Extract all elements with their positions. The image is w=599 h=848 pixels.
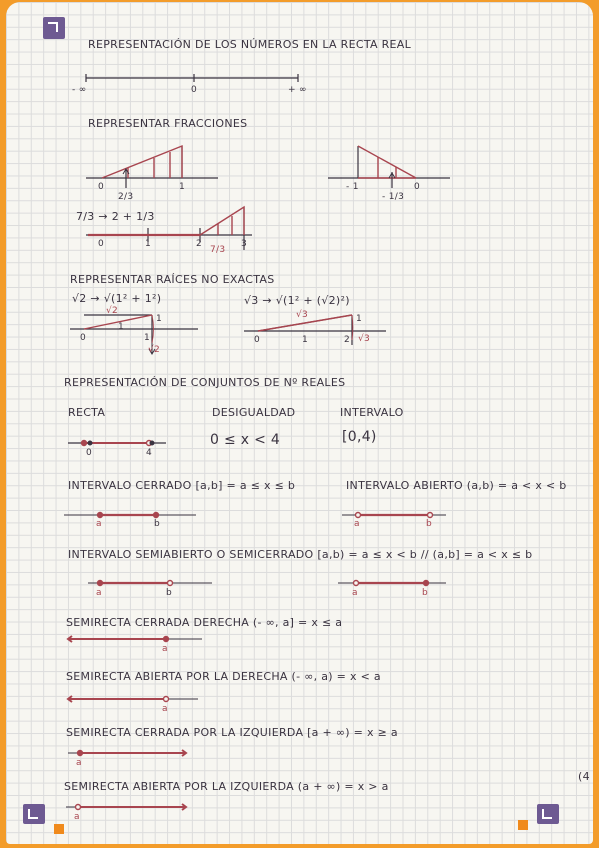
set-line-zero: 0 (86, 448, 93, 458)
fraction-right-zero-label: 0 (414, 182, 421, 192)
roots-heading: REPRESENTAR RAÍCES NO EXACTAS (70, 273, 275, 286)
fraction-minus-third-label: - 1/3 (382, 192, 405, 202)
root-three-tick-one: 1 (302, 335, 309, 345)
fraction-minus-one-label: - 1 (346, 182, 359, 192)
sets-heading: REPRESENTACIÓN DE CONJUNTOS DE Nº REALES (64, 376, 346, 389)
fractions-heading: REPRESENTAR FRACCIONES (88, 117, 248, 130)
fraction-triangle-third (200, 207, 244, 235)
fraction-third-one: 1 (145, 239, 152, 249)
set-line-four: 4 (146, 448, 153, 458)
column-recta: RECTA (68, 406, 106, 419)
root-three-diagonal: √3 (296, 310, 309, 320)
fraction-third-zero: 0 (98, 239, 105, 249)
fraction-one-label: 1 (179, 182, 186, 192)
ray-3-a: a (76, 758, 82, 768)
closed-b-label: b (154, 519, 161, 529)
root-three-vertical-one: 1 (356, 314, 363, 324)
root-two-formula: √2 → √(1² + 1²) (72, 292, 162, 305)
fraction-triangle-right (358, 146, 416, 178)
half-right-b: b (422, 588, 429, 598)
column-desigualdad: DESIGUALDAD (212, 406, 296, 419)
root-two-zero: 0 (80, 333, 87, 343)
root-two-small-one: 1 (118, 322, 125, 332)
half-left-a: a (96, 588, 102, 598)
root-two-label: √2 (148, 345, 161, 355)
fraction-zero-label: 0 (98, 182, 105, 192)
plus-infinity-label: + ∞ (288, 85, 307, 95)
root-two-diagonal: √2 (106, 306, 119, 316)
half-open-caption: INTERVALO SEMIABIERTO O SEMICERRADO [a,b) = a ≤ x < b // (a,b] = a < x ≤ b (68, 548, 533, 561)
interval-value: [0,4) (342, 429, 377, 445)
inequality-value: 0 ≤ x < 4 (210, 432, 281, 448)
fraction-formula: 7/3 → 2 + 1/3 (76, 210, 155, 223)
open-a-label: a (354, 519, 360, 529)
half-right-a: a (352, 588, 358, 598)
ray-open-right-caption: SEMIRECTA ABIERTA POR LA DERECHA (- ∞, a) = x < a (66, 670, 381, 683)
ray-4-a: a (74, 812, 80, 822)
root-three-two: 2 (344, 335, 351, 345)
notebook-page (6, 2, 593, 844)
half-left-b: b (166, 588, 173, 598)
root-three-zero: 0 (254, 335, 261, 345)
fraction-seven-thirds: 7/3 (210, 245, 226, 255)
fraction-third-two: 2 (196, 239, 203, 249)
ray-closed-left-caption: SEMIRECTA CERRADA POR LA IZQUIERDA [a + ∞) = x ≥ a (66, 726, 398, 739)
root-two-tick-one: 1 (144, 333, 151, 343)
root-two-vertical-one: 1 (156, 314, 163, 324)
ray-1-a: a (162, 644, 168, 654)
ray-open-left-caption: SEMIRECTA ABIERTA POR LA IZQUIERDA (a + ∞) = x > a (64, 780, 389, 793)
open-interval-caption: INTERVALO ABIERTO (a,b) = a < x < b (346, 479, 567, 492)
fraction-third-three: 3 (241, 239, 248, 249)
closed-a-label: a (96, 519, 102, 529)
fraction-two-thirds-label: 2/3 (118, 192, 134, 202)
open-b-label: b (426, 519, 433, 529)
ray-2-a: a (162, 704, 168, 714)
closed-interval-caption: INTERVALO CERRADO [a,b] = a ≤ x ≤ b (68, 479, 296, 492)
ray-closed-right-caption: SEMIRECTA CERRADA DERECHA (- ∞, a] = x ≤ a (66, 616, 343, 629)
root-three-label: √3 (358, 334, 371, 344)
column-intervalo: INTERVALO (340, 406, 404, 419)
page-mark: (4 (578, 770, 590, 783)
minus-infinity-label: - ∞ (72, 85, 87, 95)
page-title: REPRESENTACIÓN DE LOS NÚMEROS EN LA RECTA REAL (88, 38, 412, 51)
root-three-formula: √3 → √(1² + (√2)²) (244, 294, 350, 307)
zero-label: 0 (191, 85, 198, 95)
